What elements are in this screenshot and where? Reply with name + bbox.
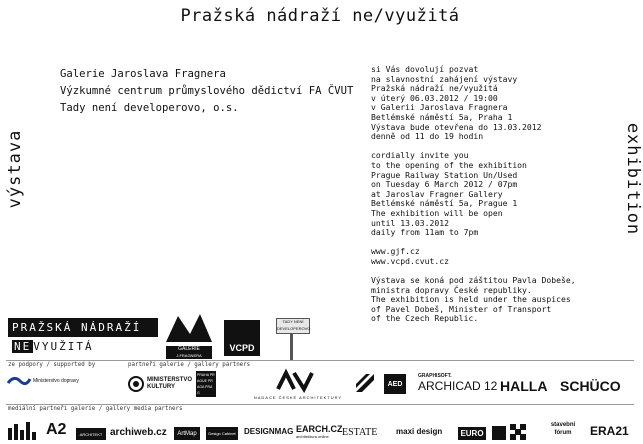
organizer-vcpd: Výzkumné centrum průmyslového dědictví FA ČVUT (60, 85, 354, 97)
earch-logo (296, 424, 343, 439)
estate-logo: ESTATE (342, 427, 378, 438)
invitation-line: na slavnostní zahájení výstavy (371, 73, 518, 84)
ministry-kultury-line1: MINISTERSTVO (147, 377, 193, 383)
designmag-logo: DESIGNMAG (244, 427, 294, 436)
ministerstvo-kultury-logo (128, 376, 192, 392)
galerie-logo-line1: GALERIE (166, 346, 212, 353)
stripes-icon (356, 374, 374, 392)
artmap-logo: ArtMap (174, 427, 200, 440)
invitation-line: Výstava se koná pod záštitou Pavla Dobeše, (371, 275, 576, 286)
project-logo-line1: PRAŽSKÁ NÁDRAŽÍ (8, 318, 158, 337)
era21-logo: ERA21 (590, 424, 629, 438)
sign-line2: DEVELOPEROVO (277, 325, 311, 331)
halla-logo: HALLA (500, 378, 548, 394)
galerie-logo (166, 312, 212, 356)
praha-logo: PRAHA PRAGUE PRAGA PRAG (197, 373, 215, 395)
invitation-text (371, 65, 576, 324)
invitation-line: Betlémské náměstí 5a, Praha 1 (371, 111, 513, 122)
euro-logo: EURO (458, 427, 486, 440)
divider (6, 360, 634, 361)
archiweb-logo: archiweb.cz (110, 427, 167, 438)
design-cabinet-logo: Design Cabinet (206, 427, 238, 440)
ministry-dopravy-text: Ministerstvo dopravy (33, 378, 79, 384)
stavebni-forum-logo: stavební fórum (550, 422, 576, 436)
invitation-line: denně od 11 do 19 hodin (371, 131, 484, 142)
pattern-icon (510, 424, 526, 440)
link-vcpd[interactable]: www.vcpd.cvut.cz (371, 255, 449, 266)
project-logo-ne: NE (14, 340, 32, 353)
nca-label: NADACE ČESKÉ ARCHITEKTURY (253, 395, 343, 400)
invitation-line: Pražská nádraží ne/využitá (371, 83, 498, 94)
galerie-logo-line2: J.FRAGNERA (166, 353, 212, 359)
vertical-label-vystava: výstava (5, 129, 25, 209)
galerie-roof-icon (166, 312, 212, 342)
invitation-line: of the Czech Republic. (371, 313, 479, 324)
ministry-kultury-icon (128, 376, 144, 392)
support-label: ze podpory / supported by (8, 362, 96, 368)
tady-sign-logo (276, 318, 310, 360)
aed-logo: AED (384, 374, 406, 394)
media-pattern-logo (510, 424, 526, 440)
media-label: mediální partneři galerie / gallery media partners (8, 406, 183, 412)
graphisoft-text: GRAPHISOFT. (418, 373, 452, 379)
archicad-logo (418, 373, 497, 393)
invitation-line: Prague Railway Station Un/Used (371, 169, 518, 180)
media-square-logo (492, 426, 506, 440)
partners-label: partneři galerie / gallery partners (128, 362, 251, 368)
sign-line1: TADY NENÍ (282, 319, 304, 324)
ministry-wave-icon (8, 375, 30, 387)
architekt-logo: ARCHITEKT (76, 428, 106, 440)
earch-subtext: architektura online (296, 434, 329, 439)
invitation-line: at Jaroslav Fragner Gallery (371, 188, 503, 199)
schuco-logo: SCHÜCO (560, 378, 621, 394)
vertical-label-exhibition: exhibition (623, 122, 643, 236)
invitation-line: Betlémské náměstí 5a, Prague 1 (371, 198, 518, 209)
organizers-block (60, 66, 353, 117)
project-logo-line2 (8, 337, 158, 356)
invitation-line: v Galerii Jaroslava Fragnera (371, 102, 508, 113)
sign-post (290, 334, 293, 360)
invitation-line: Výstava bude otevřena do 13.03.2012 (371, 121, 542, 132)
organizer-galerie: Galerie Jaroslava Fragnera (60, 68, 226, 80)
architecture-mark-logo (356, 374, 374, 392)
invitation-line: si Vás dovolují pozvat (371, 64, 479, 74)
invitation-line: until 13.03.2012 (371, 217, 449, 228)
invitation-line: of Pavel Dobeš, Minister of Transport (371, 303, 552, 314)
invitation-line: The exhibition will be open (371, 207, 503, 218)
ministry-kultury-line2: KULTURY (147, 384, 175, 390)
nca-mark-icon (276, 371, 316, 391)
invitation-line: cordially invite you (371, 150, 469, 161)
invitation-line: on Tuesday 6 March 2012 / 07pm (371, 179, 518, 190)
nadace-ceske-architektury-logo (238, 371, 358, 401)
vcpd-logo: VCPD (224, 320, 260, 356)
page-title: Pražská nádraží ne/využitá (180, 6, 460, 26)
ministerstvo-dopravy-logo (8, 375, 79, 387)
invitation-line: v úterý 06.03.2012 / 19:00 (371, 92, 498, 103)
invitation-line: daily from 11am to 7pm (371, 227, 479, 238)
archicad-text: ARCHICAD 12 (418, 379, 498, 393)
earch-text: EARCH.CZ (296, 424, 343, 434)
sign-board (276, 318, 310, 334)
media-bars-logo (8, 422, 38, 440)
a2-logo: A2 (46, 421, 67, 438)
invitation-line: ministra dopravy České republiky. (371, 284, 532, 295)
bars-icon (8, 422, 38, 440)
project-logo-vyuzita: VYUŽITÁ (33, 340, 94, 353)
divider (6, 404, 634, 405)
project-logo (8, 318, 158, 356)
invitation-line: The exhibition is held under the auspices (371, 294, 571, 305)
link-gjf[interactable]: www.gjf.cz (371, 246, 420, 257)
invitation-line: to the opening of the exhibition (371, 159, 527, 170)
maxidesign-logo: maxi design (396, 427, 443, 436)
organizer-tady: Tady není developerovo, o.s. (60, 102, 239, 114)
